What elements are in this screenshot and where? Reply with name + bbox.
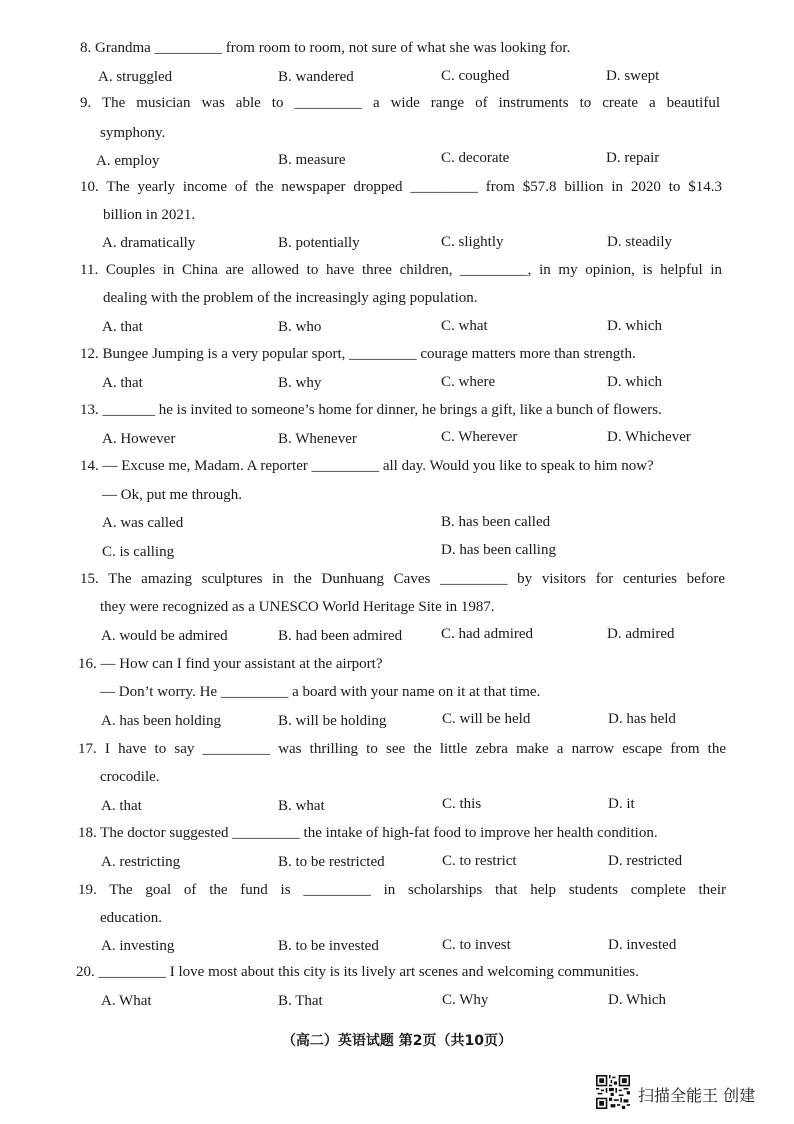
question-8-option-d: D. swept <box>606 68 660 84</box>
question-19-stem: 19. The goal of the fund is _________ in scholarships that help students complete their <box>78 882 726 898</box>
question-14-option-a: A. was called <box>102 515 184 531</box>
question-11-stem: 11. Couples in China are allowed to have three children, _________, in my opinion, is helpful in <box>80 262 722 278</box>
question-11-option-d: D. which <box>607 318 662 334</box>
question-10-option-c: C. slightly <box>441 234 504 250</box>
question-17-option-b: B. what <box>278 798 325 814</box>
question-19-option-a: A. investing <box>101 938 175 954</box>
question-12-option-a: A. that <box>102 375 143 391</box>
question-10-option-a: A. dramatically <box>102 235 196 251</box>
question-12-stem: 12. Bungee Jumping is a very popular sport, _________ courage matters more than strength. <box>80 346 636 362</box>
question-15-option-a: A. would be admired <box>101 628 228 644</box>
question-16-option-a: A. has been holding <box>101 713 221 729</box>
question-16-option-b: B. will be holding <box>278 713 387 729</box>
question-15-stem-continued: they were recognized as a UNESCO World Heritage Site in 1987. <box>100 599 495 615</box>
question-18-option-d: D. restricted <box>608 853 683 869</box>
question-20-option-c: C. Why <box>442 992 489 1008</box>
question-8-option-a: A. struggled <box>98 69 173 85</box>
question-18-option-c: C. to restrict <box>442 853 517 869</box>
question-15-option-d: D. admired <box>607 626 675 642</box>
question-18-option-b: B. to be restricted <box>278 854 385 870</box>
question-17-option-a: A. that <box>101 798 142 814</box>
question-9-option-a: A. employ <box>96 153 160 169</box>
question-11-option-a: A. that <box>102 319 143 335</box>
question-16-option-c: C. will be held <box>442 711 531 727</box>
watermark-text: 扫描全能王 创建 <box>638 1086 756 1105</box>
question-8-stem: 8. Grandma _________ from room to room, not sure of what she was looking for. <box>80 40 571 56</box>
question-16-option-d: D. has held <box>608 711 676 727</box>
question-9-option-d: D. repair <box>606 150 660 166</box>
question-9-stem: 9. The musician was able to _________ a wide range of instruments to create a beautiful <box>80 95 720 111</box>
question-18-stem: 18. The doctor suggested _________ the intake of high-fat food to improve her health condition. <box>78 825 658 841</box>
question-15-stem: 15. The amazing sculptures in the Dunhuang Caves _________ by visitors for centuries before <box>80 571 725 587</box>
question-20-option-a: A. What <box>101 993 152 1009</box>
question-20-option-d: D. Which <box>608 992 667 1008</box>
question-12-option-b: B. why <box>278 375 322 391</box>
question-16-stem: 16. — How can I find your assistant at the airport? <box>78 656 383 672</box>
question-15-option-b: B. had been admired <box>278 628 403 644</box>
question-20-option-b: B. That <box>278 993 323 1009</box>
question-15-option-c: C. had admired <box>441 626 534 642</box>
question-19-option-b: B. to be invested <box>278 938 379 954</box>
question-9-option-c: C. decorate <box>441 150 510 166</box>
question-17-stem: 17. I have to say _________ was thrilling to see the little zebra make a narrow escape from the <box>78 741 726 757</box>
question-8-option-b: B. wandered <box>278 69 354 85</box>
question-19-option-c: C. to invest <box>442 937 511 953</box>
question-11-stem-continued: dealing with the problem of the increasingly aging population. <box>103 290 478 306</box>
question-14-option-d: D. has been calling <box>441 542 556 558</box>
question-10-option-d: D. steadily <box>607 234 672 250</box>
question-16-stem-continued: — Don’t worry. He _________ a board with your name on it at that time. <box>100 684 541 700</box>
question-13-option-c: C. Wherever <box>441 429 518 445</box>
question-17-stem-continued: crocodile. <box>100 769 160 785</box>
question-8-option-c: C. coughed <box>441 68 510 84</box>
question-13-stem: 13. _______ he is invited to someone’s home for dinner, he brings a gift, like a bunch of flowers. <box>80 402 662 418</box>
question-14-option-c: C. is calling <box>102 544 175 560</box>
question-13-option-b: B. Whenever <box>278 431 357 447</box>
scanner-watermark <box>596 1073 786 1113</box>
question-11-option-b: B. who <box>278 319 322 335</box>
question-10-option-b: B. potentially <box>278 235 360 251</box>
question-10-stem: 10. The yearly income of the newspaper dropped _________ from $57.8 billion in 2020 to $14.3 <box>80 179 722 195</box>
page-footer: （高二）英语试题 第2页（共10页） <box>281 1033 513 1049</box>
question-13-option-a: A. However <box>102 431 176 447</box>
question-13-option-d: D. Whichever <box>607 429 691 445</box>
question-17-option-c: C. this <box>442 796 482 812</box>
question-12-option-d: D. which <box>607 374 662 390</box>
question-19-option-d: D. invested <box>608 937 677 953</box>
question-11-option-c: C. what <box>441 318 488 334</box>
question-12-option-c: C. where <box>441 374 496 390</box>
question-9-option-b: B. measure <box>278 152 346 168</box>
question-19-stem-continued: education. <box>100 910 163 926</box>
question-14-option-b: B. has been called <box>441 514 551 530</box>
qr-code-icon <box>596 1075 630 1109</box>
question-20-stem: 20. _________ I love most about this city is its lively art scenes and welcoming communities. <box>76 964 639 980</box>
question-18-option-a: A. restricting <box>101 854 181 870</box>
question-14-stem-continued: — Ok, put me through. <box>102 487 242 503</box>
question-14-stem: 14. — Excuse me, Madam. A reporter _________ all day. Would you like to speak to him now? <box>80 458 654 474</box>
question-9-stem-continued: symphony. <box>100 125 166 141</box>
question-10-stem-continued: billion in 2021. <box>103 207 196 223</box>
question-17-option-d: D. it <box>608 796 635 812</box>
